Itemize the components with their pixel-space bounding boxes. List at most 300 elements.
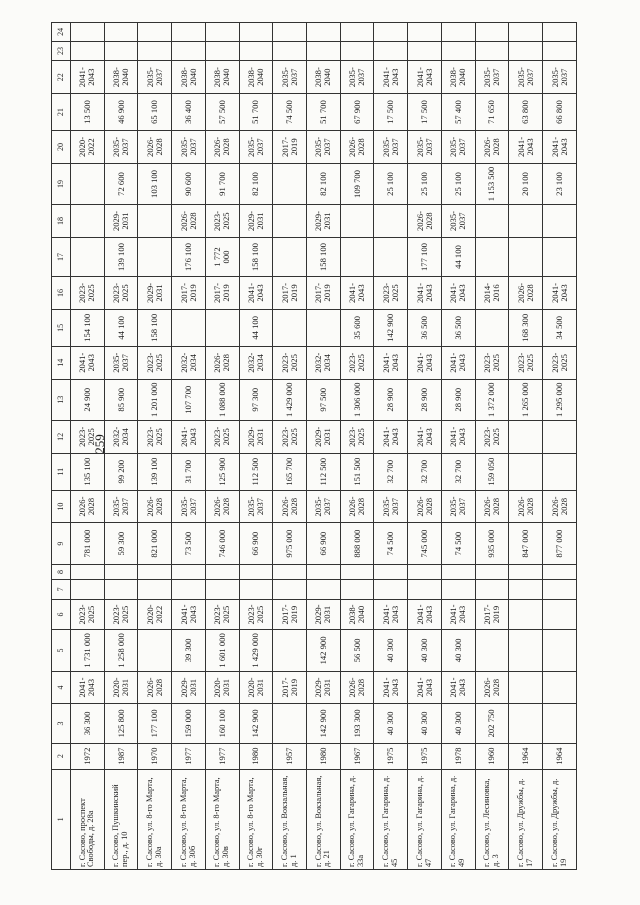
table-cell [205,23,239,42]
table-row [374,23,408,870]
table-cell: 2023-2025 [71,599,105,630]
table-cell [475,205,509,238]
table-cell [273,237,307,276]
table-cell: 2041-2043 [71,346,105,379]
table-cell [138,580,172,600]
table-cell: 2020-2031 [205,671,239,704]
table-cell: 2023-2025 [509,346,543,379]
table-cell [239,564,273,579]
table-cell [408,41,442,61]
table-cell [543,704,577,743]
table-cell: 24 900 [71,379,105,420]
table-cell: 1967 [340,743,374,769]
table-cell: 1 088 000 [205,379,239,420]
table-cell: 2029-2031 [138,277,172,310]
table-cell: 2023-2025 [475,420,509,453]
table-cell [104,23,138,42]
table-cell: 1980 [307,743,341,769]
table-cell: 40 300 [441,704,475,743]
table-cell [509,564,543,579]
table-cell: 99 200 [104,453,138,490]
table-row [239,23,273,870]
table-cell: 36 500 [441,309,475,346]
table-cell: 1977 [172,743,206,769]
table-cell: 202 750 [475,704,509,743]
table-cell [307,309,341,346]
table-cell: 139 100 [138,453,172,490]
table-cell: 1 201 000 [138,379,172,420]
table-cell [138,41,172,61]
table-cell: 2029-2031 [307,420,341,453]
address-cell: г. Сасово, ул. Вокзальная, д. 21 [307,769,341,869]
table-cell: 160 100 [205,704,239,743]
address-cell: г. Сасово, ул. 8-го Марта, д. 30в [205,769,239,869]
table-cell [543,671,577,704]
table-cell: 2041-2043 [71,671,105,704]
column-number-cell: 9 [52,523,71,564]
table-cell: 2041-2043 [543,277,577,310]
table-cell: 2041-2043 [509,131,543,164]
table-cell: 2035-2037 [441,490,475,523]
address-cell: г. Сасово, ул. Гагарина, д. 33а [340,769,374,869]
table-cell: 2035-2037 [441,131,475,164]
table-cell: 36 300 [71,704,105,743]
column-number-cell: 3 [52,704,71,743]
table-cell: 2023-2025 [340,346,374,379]
table-cell [71,41,105,61]
address-cell: г. Сасово, ул. Дружбы, д. 19 [543,769,577,869]
table-cell: 2032-2034 [239,346,273,379]
table-cell: 35 600 [340,309,374,346]
table-cell: 85 900 [104,379,138,420]
table-cell [374,205,408,238]
column-number-cell: 23 [52,41,71,61]
table-cell: 2023-2025 [138,346,172,379]
table-row [340,23,374,870]
column-number-cell: 21 [52,94,71,131]
table-cell: 2029-2031 [307,671,341,704]
table-cell: 32 700 [441,453,475,490]
table-cell: 63 800 [509,94,543,131]
table-cell [205,309,239,346]
table-cell: 13 500 [71,94,105,131]
table-cell: 2014-2016 [475,277,509,310]
table-cell: 2026-2028 [408,490,442,523]
table-cell [138,564,172,579]
table-cell: 32 700 [374,453,408,490]
table-cell: 2023-2025 [104,277,138,310]
table-cell: 2032-2034 [172,346,206,379]
table-cell: 2017-2019 [172,277,206,310]
table-cell: 159 000 [172,704,206,743]
table-cell: 1 153 500 [475,163,509,204]
table-cell [273,564,307,579]
table-cell [543,630,577,671]
table-cell [340,205,374,238]
column-number-cell: 14 [52,346,71,379]
table-cell: 40 300 [374,704,408,743]
column-number-cell: 15 [52,309,71,346]
table-cell: 97 500 [307,379,341,420]
table-cell: 1980 [239,743,273,769]
table-cell [475,23,509,42]
table-cell: 2038-2040 [239,61,273,94]
table-cell [273,630,307,671]
column-number-cell: 5 [52,630,71,671]
table-cell: 2020-2022 [138,599,172,630]
table-cell: 2026-2028 [543,490,577,523]
table-cell [307,23,341,42]
table-cell: 2041-2043 [408,599,442,630]
table-cell: 2026-2028 [71,490,105,523]
table-cell: 877 000 [543,523,577,564]
table-cell: 25 100 [374,163,408,204]
table-cell: 2026-2028 [138,131,172,164]
table-cell [138,630,172,671]
table-cell: 40 300 [408,630,442,671]
table-cell [239,41,273,61]
table-cell [441,23,475,42]
table-cell: 2029-2031 [104,205,138,238]
repair-schedule-table [51,22,577,870]
column-number-cell: 19 [52,163,71,204]
table-cell [273,23,307,42]
table-cell: 1975 [408,743,442,769]
table-cell: 82 100 [307,163,341,204]
column-number-cell: 22 [52,61,71,94]
table-cell [340,23,374,42]
table-cell: 112 500 [307,453,341,490]
table-cell: 2023-2025 [104,599,138,630]
table-cell: 2035-2037 [239,131,273,164]
table-cell: 2026-2028 [340,490,374,523]
table-cell: 2026-2028 [340,671,374,704]
table-cell: 2035-2037 [104,131,138,164]
column-number-cell: 13 [52,379,71,420]
table-cell: 2041-2043 [408,671,442,704]
table-cell: 40 300 [441,630,475,671]
column-number-cell: 17 [52,237,71,276]
table-cell [104,41,138,61]
table-cell: 2029-2031 [307,205,341,238]
table-cell: 142 900 [239,704,273,743]
table-cell [71,205,105,238]
table-row [104,23,138,870]
table-cell: 2041-2043 [374,420,408,453]
table-row [71,23,105,870]
table-cell [205,41,239,61]
table-cell: 2038-2040 [104,61,138,94]
table-cell: 2026-2028 [408,205,442,238]
table-cell: 17 500 [374,94,408,131]
table-cell: 36 400 [172,94,206,131]
address-cell: г. Сасово, ул. 8-го Марта, д. 30а [138,769,172,869]
address-cell: г. Сасово, ул. Гагарина, д. 49 [441,769,475,869]
table-cell: 2026-2028 [475,671,509,704]
table-cell: 2026-2028 [340,131,374,164]
table-cell [172,564,206,579]
table-cell: 158 100 [239,237,273,276]
table-cell: 1978 [441,743,475,769]
table-cell: 1964 [509,743,543,769]
table-cell: 97 300 [239,379,273,420]
table-cell [441,41,475,61]
column-number-cell: 2 [52,743,71,769]
table-cell: 2035-2037 [138,61,172,94]
table-cell: 65 100 [138,94,172,131]
table-cell: 2041-2043 [374,61,408,94]
table-cell: 2026-2028 [205,490,239,523]
table-cell [71,564,105,579]
table-cell: 2023-2025 [205,420,239,453]
table-cell: 158 100 [138,309,172,346]
table-cell: 2020-2022 [71,131,105,164]
table-cell: 2026-2028 [205,131,239,164]
table-cell: 72 600 [104,163,138,204]
table-cell [138,237,172,276]
table-cell: 17 500 [408,94,442,131]
table-cell: 51 700 [239,94,273,131]
table-cell: 82 100 [239,163,273,204]
table-cell: 2029-2031 [307,599,341,630]
table-cell: 25 100 [408,163,442,204]
table-cell: 28 900 [374,379,408,420]
table-cell: 1 265 000 [509,379,543,420]
table-row [307,23,341,870]
address-cell: г. Сасово, ул. 8-го Марта, д. 30г [239,769,273,869]
table-cell: 2038-2040 [340,599,374,630]
table-cell: 31 700 [172,453,206,490]
table-cell: 2041-2043 [71,61,105,94]
table-cell: 821 000 [138,523,172,564]
table-cell [273,704,307,743]
table-cell: 73 500 [172,523,206,564]
table-cell: 2023-2025 [239,599,273,630]
table-cell: 2041-2043 [172,599,206,630]
table-cell: 1975 [374,743,408,769]
address-cell: г. Сасово, ул. Вокзальная, д. 1 [273,769,307,869]
table-cell [441,580,475,600]
table-cell [273,41,307,61]
table-cell: 1972 [71,743,105,769]
table-cell: 2020-2031 [104,671,138,704]
table-cell: 2035-2037 [543,61,577,94]
table-cell [509,630,543,671]
address-cell: г. Сасово, ул. Дружбы, д. 17 [509,769,543,869]
table-cell [273,580,307,600]
table-cell [71,23,105,42]
table-cell: 2041-2043 [408,277,442,310]
table-cell [509,580,543,600]
address-cell: г. Сасово, ул. 8-го Марта, д. 30б [172,769,206,869]
table-cell: 888 000 [340,523,374,564]
table-cell: 74 500 [273,94,307,131]
table-cell: 2026-2028 [509,490,543,523]
table-cell [543,453,577,490]
table-cell: 2041-2043 [374,599,408,630]
table-cell: 935 000 [475,523,509,564]
table-cell: 46 900 [104,94,138,131]
table-cell: 34 500 [543,309,577,346]
table-cell: 177 100 [138,704,172,743]
table-cell: 2023-2025 [205,599,239,630]
table-cell: 59 300 [104,523,138,564]
table-cell [205,564,239,579]
table-cell: 177 100 [408,237,442,276]
column-number-cell: 8 [52,564,71,579]
table-cell: 2035-2037 [307,490,341,523]
table-cell: 2026-2028 [172,205,206,238]
table-cell: 2041-2043 [441,277,475,310]
table-cell: 2035-2037 [239,490,273,523]
table-cell: 746 000 [205,523,239,564]
table-cell: 1 295 000 [543,379,577,420]
table-cell [340,564,374,579]
table-cell: 90 600 [172,163,206,204]
table-cell [307,564,341,579]
table-cell: 40 300 [408,704,442,743]
table-cell [475,309,509,346]
table-cell [543,599,577,630]
address-cell: г. Сасово, ул. Гагарина, д. 47 [408,769,442,869]
table-cell: 2023-2025 [205,205,239,238]
table-cell: 2035-2037 [172,490,206,523]
table-cell [71,237,105,276]
table-cell: 1970 [138,743,172,769]
table-cell: 2017-2019 [307,277,341,310]
table-row [138,23,172,870]
table-cell [509,420,543,453]
table-cell: 2038-2040 [205,61,239,94]
table-cell: 2035-2037 [307,131,341,164]
table-cell: 1987 [104,743,138,769]
table-cell: 2032-2034 [307,346,341,379]
table-cell: 1 306 000 [340,379,374,420]
column-number-cell: 1 [52,769,71,869]
table-cell [374,564,408,579]
table-cell [509,704,543,743]
table-cell: 103 100 [138,163,172,204]
column-number-cell: 20 [52,131,71,164]
table-row [441,23,475,870]
column-number-cell: 11 [52,453,71,490]
table-cell: 139 100 [104,237,138,276]
table-cell: 2023-2025 [71,420,105,453]
table-cell [543,41,577,61]
table-cell: 66 800 [543,94,577,131]
table-cell: 2029-2031 [172,671,206,704]
table-cell [543,420,577,453]
table-cell [509,41,543,61]
table-cell [374,41,408,61]
table-cell: 44 100 [239,309,273,346]
table-cell [543,23,577,42]
table-cell: 2020-2031 [239,671,273,704]
table-cell: 975 000 [273,523,307,564]
table-cell: 32 700 [408,453,442,490]
table-cell: 1960 [475,743,509,769]
table-cell: 2035-2037 [104,490,138,523]
page-number: 259 [92,434,107,454]
table-cell: 2035-2037 [441,205,475,238]
table-cell: 2035-2037 [273,61,307,94]
address-cell: г. Сасово, проспект Свободы, д. 28а [71,769,105,869]
table-cell: 39 300 [172,630,206,671]
table-cell: 1 258 000 [104,630,138,671]
table-cell [104,580,138,600]
table-cell: 56 500 [340,630,374,671]
table-cell: 2023-2025 [273,346,307,379]
table-cell: 51 700 [307,94,341,131]
table-cell: 1957 [273,743,307,769]
table-cell: 40 300 [374,630,408,671]
table-cell: 91 700 [205,163,239,204]
table-cell: 2023-2025 [543,346,577,379]
table-cell [475,237,509,276]
table-cell: 107 700 [172,379,206,420]
table-row [172,23,206,870]
table-cell: 2026-2028 [205,346,239,379]
table-cell: 2035-2037 [104,346,138,379]
table-cell: 57 400 [441,94,475,131]
table-cell: 67 900 [340,94,374,131]
table-cell [509,205,543,238]
table-cell: 20 100 [509,163,543,204]
table-cell: 2026-2028 [475,131,509,164]
address-cell: г. Сасово, ул. Лесиновка, д. 3 [475,769,509,869]
table-cell: 2041-2043 [172,420,206,453]
table-cell: 2026-2028 [475,490,509,523]
table-cell: 2041-2043 [340,277,374,310]
table-cell: 168 300 [509,309,543,346]
table-cell: 57 500 [205,94,239,131]
table-cell: 2035-2037 [340,61,374,94]
table-cell: 142 900 [307,630,341,671]
table-cell [138,205,172,238]
table-cell: 1 601 000 [205,630,239,671]
table-cell [509,237,543,276]
table-cell: 74 500 [374,523,408,564]
column-number-cell: 24 [52,23,71,42]
table-cell: 2026-2028 [273,490,307,523]
table-cell [408,23,442,42]
table-cell: 71 650 [475,94,509,131]
table-row [509,23,543,870]
table-cell [374,237,408,276]
table-row [205,23,239,870]
column-number-cell: 6 [52,599,71,630]
table-cell [509,453,543,490]
table-cell: 151 500 [340,453,374,490]
table-cell: 2035-2037 [408,131,442,164]
table-cell: 23 100 [543,163,577,204]
table-cell: 1964 [543,743,577,769]
table-cell: 44 100 [441,237,475,276]
table-cell: 2035-2037 [509,61,543,94]
table-cell [475,41,509,61]
table-cell [475,564,509,579]
table-cell: 66 900 [239,523,273,564]
table-cell: 2041-2043 [408,420,442,453]
column-number-cell: 18 [52,205,71,238]
table-cell: 2038-2040 [441,61,475,94]
table-cell: 2041-2043 [441,599,475,630]
table-row [273,23,307,870]
table-cell: 2023-2025 [374,277,408,310]
address-cell: г. Сасово, Пушкинский пер., д. 10 [104,769,138,869]
table-cell: 1 731 000 [71,630,105,671]
table-cell: 2038-2040 [307,61,341,94]
